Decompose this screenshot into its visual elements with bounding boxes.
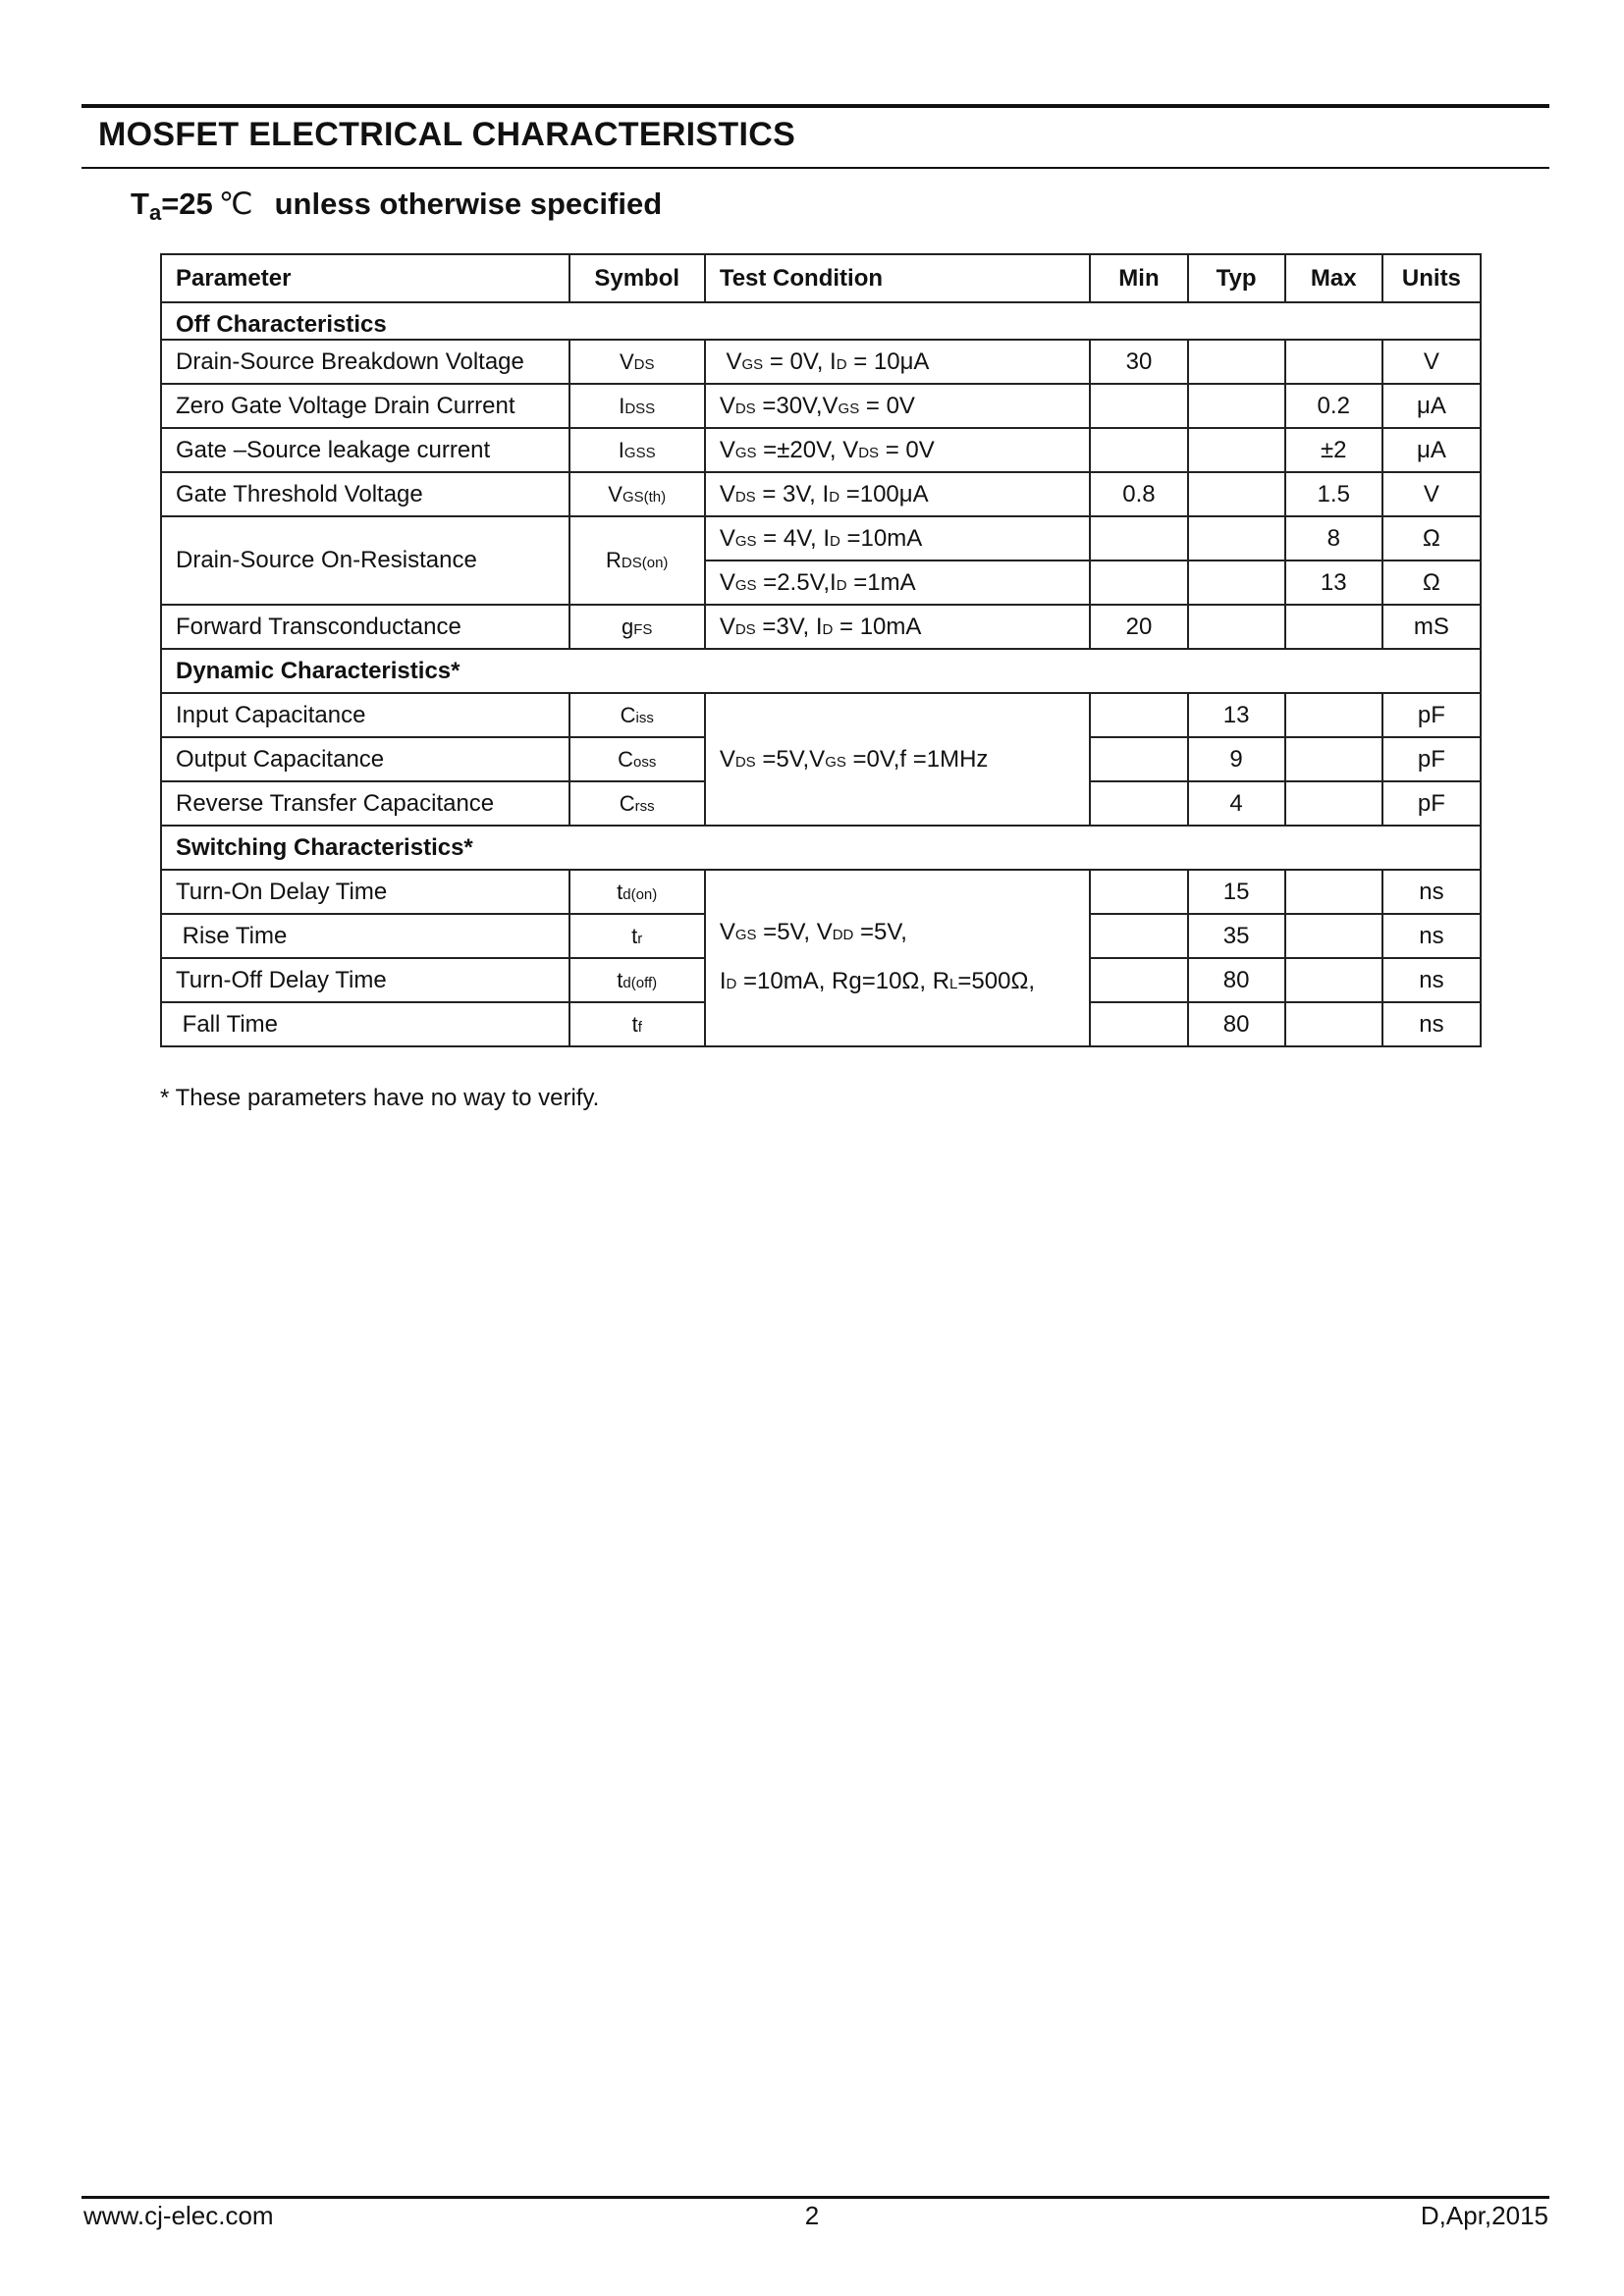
switching-condition-line-2: ID =10mA, Rg=10Ω, RL=500Ω, (719, 968, 1036, 994)
cell-units: V (1382, 340, 1481, 384)
cell-max: 13 (1285, 561, 1382, 605)
cell-min (1090, 516, 1187, 561)
electrical-characteristics-table (160, 253, 1482, 1047)
cell-units: mS (1382, 605, 1481, 649)
header-parameter: Parameter (161, 254, 569, 302)
section-row-switching (161, 826, 1481, 870)
cell-condition: VDS = 3V, ID =100μA (705, 472, 1091, 516)
cell-max (1285, 914, 1382, 958)
cell-symbol: tr (569, 914, 705, 958)
cell-typ: 9 (1188, 737, 1285, 781)
table-row (161, 516, 1481, 561)
cell-min (1090, 914, 1187, 958)
page-title: MOSFET ELECTRICAL CHARACTERISTICS (98, 116, 796, 153)
cell-max (1285, 693, 1382, 737)
cell-units: μA (1382, 384, 1481, 428)
section-off-label: Off Characteristics (161, 302, 1481, 340)
cell-units: ns (1382, 958, 1481, 1002)
cell-condition: VGS =2.5V,ID =1mA (705, 561, 1091, 605)
cell-min (1090, 693, 1187, 737)
cell-typ: 80 (1188, 1002, 1285, 1046)
cell-condition: VDS =5V,VGS =0V,f =1MHz (705, 693, 1091, 826)
cell-max (1285, 1002, 1382, 1046)
cell-min (1090, 1002, 1187, 1046)
cell-min (1090, 428, 1187, 472)
cell-units: Ω (1382, 516, 1481, 561)
cell-parameter: Turn-Off Delay Time (161, 958, 569, 1002)
section-row-off (161, 302, 1481, 340)
table-row (161, 870, 1481, 914)
cell-parameter: Turn-On Delay Time (161, 870, 569, 914)
section-switching-label: Switching Characteristics* (161, 826, 1481, 870)
cell-min (1090, 561, 1187, 605)
condition-line (131, 187, 662, 226)
cell-condition (705, 870, 1091, 1046)
cell-symbol: td(off) (569, 958, 705, 1002)
cell-symbol: Crss (569, 781, 705, 826)
cell-typ (1188, 428, 1285, 472)
header-symbol: Symbol (569, 254, 705, 302)
cell-units: pF (1382, 693, 1481, 737)
table-row (161, 384, 1481, 428)
cell-max: 1.5 (1285, 472, 1382, 516)
cell-max (1285, 781, 1382, 826)
cell-parameter: Drain-Source On-Resistance (161, 516, 569, 605)
cell-typ (1188, 472, 1285, 516)
cell-max: 0.2 (1285, 384, 1382, 428)
switching-condition-line-1: VGS =5V, VDD =5V, (719, 919, 907, 945)
cell-typ (1188, 516, 1285, 561)
cell-min (1090, 781, 1187, 826)
cell-max: 8 (1285, 516, 1382, 561)
cell-min: 20 (1090, 605, 1187, 649)
section-row-dynamic (161, 649, 1481, 693)
cell-symbol: VGS(th) (569, 472, 705, 516)
cell-typ (1188, 384, 1285, 428)
cell-parameter: Gate Threshold Voltage (161, 472, 569, 516)
cell-symbol: td(on) (569, 870, 705, 914)
cell-max (1285, 958, 1382, 1002)
temp-subscript: a (148, 200, 162, 225)
footer-website: www.cj-elec.com (83, 2201, 274, 2230)
table-row (161, 340, 1481, 384)
condition-text: unless otherwise specified (274, 187, 663, 221)
cell-condition: VGS = 4V, ID =10mA (705, 516, 1091, 561)
cell-condition: VGS = 0V, ID = 10μA (705, 340, 1091, 384)
cell-symbol: RDS(on) (569, 516, 705, 605)
header-units: Units (1382, 254, 1481, 302)
cell-min (1090, 870, 1187, 914)
cell-symbol: Coss (569, 737, 705, 781)
header-rule-bottom (81, 167, 1549, 169)
cell-condition: VDS =30V,VGS = 0V (705, 384, 1091, 428)
footer-rule (81, 2196, 1549, 2199)
cell-min (1090, 737, 1187, 781)
cell-parameter: Reverse Transfer Capacitance (161, 781, 569, 826)
cell-symbol: VDS (569, 340, 705, 384)
cell-min: 30 (1090, 340, 1187, 384)
cell-max (1285, 870, 1382, 914)
cell-units: pF (1382, 737, 1481, 781)
cell-parameter: Drain-Source Breakdown Voltage (161, 340, 569, 384)
cell-parameter: Fall Time (161, 1002, 569, 1046)
table-row (161, 472, 1481, 516)
cell-max (1285, 340, 1382, 384)
cell-condition: VDS =3V, ID = 10mA (705, 605, 1091, 649)
cell-units: ns (1382, 914, 1481, 958)
header-typ: Typ (1188, 254, 1285, 302)
table-row (161, 693, 1481, 737)
cell-typ (1188, 340, 1285, 384)
temp-value: =25 (161, 187, 213, 221)
cell-parameter: Rise Time (161, 914, 569, 958)
footnote: * These parameters have no way to verify. (160, 1085, 600, 1111)
cell-symbol: IDSS (569, 384, 705, 428)
cell-min (1090, 384, 1187, 428)
cell-max (1285, 737, 1382, 781)
cell-parameter: Output Capacitance (161, 737, 569, 781)
cell-parameter: Input Capacitance (161, 693, 569, 737)
cell-parameter: Zero Gate Voltage Drain Current (161, 384, 569, 428)
cell-typ (1188, 605, 1285, 649)
header-max: Max (1285, 254, 1382, 302)
footer-page-number: 2 (804, 2201, 820, 2230)
cell-min (1090, 958, 1187, 1002)
cell-max (1285, 605, 1382, 649)
cell-max: ±2 (1285, 428, 1382, 472)
temp-symbol: T (131, 187, 149, 221)
cell-condition: VGS =±20V, VDS = 0V (705, 428, 1091, 472)
cell-typ: 13 (1188, 693, 1285, 737)
table-row (161, 428, 1481, 472)
cell-units: ns (1382, 870, 1481, 914)
header-test-condition: Test Condition (705, 254, 1091, 302)
section-dynamic-label: Dynamic Characteristics* (161, 649, 1481, 693)
cell-symbol: tf (569, 1002, 705, 1046)
cell-typ: 15 (1188, 870, 1285, 914)
cell-units: Ω (1382, 561, 1481, 605)
cell-symbol: IGSS (569, 428, 705, 472)
cell-typ: 4 (1188, 781, 1285, 826)
cell-symbol: Ciss (569, 693, 705, 737)
table-header-row (161, 254, 1481, 302)
cell-units: pF (1382, 781, 1481, 826)
table-row (161, 605, 1481, 649)
cell-typ: 35 (1188, 914, 1285, 958)
cell-typ (1188, 561, 1285, 605)
cell-symbol: gFS (569, 605, 705, 649)
cell-typ: 80 (1188, 958, 1285, 1002)
cell-units: V (1382, 472, 1481, 516)
cell-units: μA (1382, 428, 1481, 472)
cell-units: ns (1382, 1002, 1481, 1046)
header-rule-top (81, 104, 1549, 108)
cell-min: 0.8 (1090, 472, 1187, 516)
temp-unit: ℃ (218, 187, 253, 221)
header-min: Min (1090, 254, 1187, 302)
footer-revision: D,Apr,2015 (1420, 2201, 1548, 2230)
cell-parameter: Gate –Source leakage current (161, 428, 569, 472)
cell-parameter: Forward Transconductance (161, 605, 569, 649)
